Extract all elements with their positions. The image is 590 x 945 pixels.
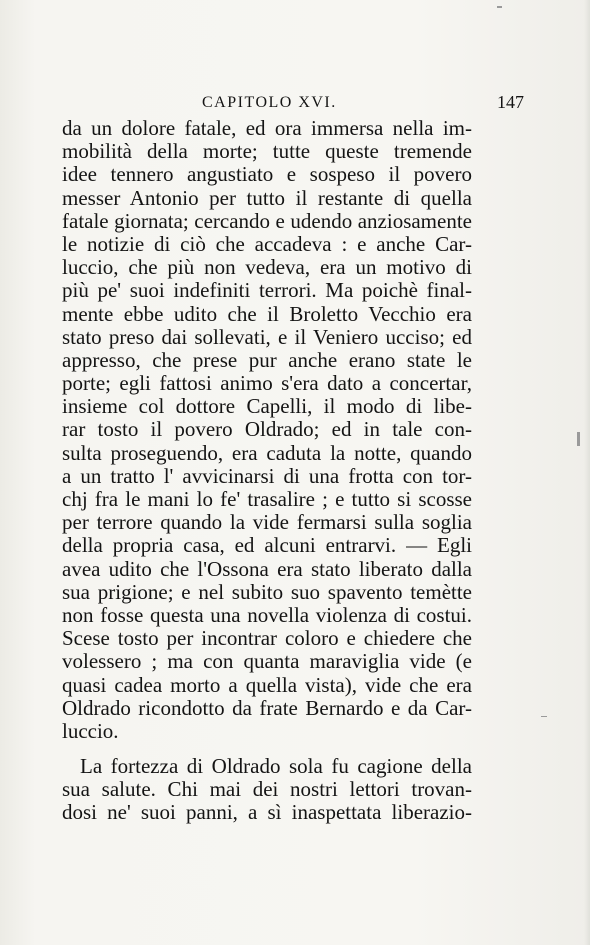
text-line: per terrore quando la vide fermarsi sulla soglia [62,510,472,535]
running-title: CAPITOLO XVI. [202,94,337,111]
page-header [60,92,532,116]
text-line: appresso, che prese pur anche erano state le [62,347,472,372]
text-line: più pe' suoi indefiniti terrori. Ma poichè final- [62,278,472,303]
text-line: le notizie di ciò che accadeva : e anche Car- [62,231,472,256]
text-line: da un dolore fatale, ed ora immersa nella im- [62,116,472,140]
text-line: La fortezza di Oldrado sola fu cagione della [80,754,472,779]
text-line: della propria casa, ed alcuni entrarvi. — Egli [62,533,472,558]
scan-speck [541,716,547,717]
text-line: mente ebbe udito che il Broletto Vecchio era [62,301,472,326]
text-line: mobilità della morte; tutte queste tremende [62,139,472,164]
text-line: sua prigione; e nel subito suo spavento temètte [62,579,472,604]
text-line: avea udito che l'Ossona era stato liberato dalla [62,556,472,581]
text-line: a un tratto l' avvicinarsi di una frotta con tor- [62,463,472,488]
text-line: fatale giornata; cercando e udendo anziosamente [62,208,472,233]
text-line: Scese tosto per incontrar coloro e chiedere che [62,626,472,651]
text-line: insieme col dottore Capelli, il modo di libe- [62,394,472,419]
text-line: idee tennero angustiato e sospeso il povero [62,162,472,187]
text-line: porte; egli fattosi animo s'era dato a concertar, [62,371,472,396]
text-line: quasi cadea morto a quella vista), vide che era [62,672,472,697]
text-line: dosi ne' suoi panni, a sì inaspettata liberazio- [62,800,472,825]
page-number: 147 [497,92,524,112]
text-line: non fosse questa una novella violenza di costui. [62,602,472,627]
text-line: messer Antonio per tutto il restante di quella [62,185,472,210]
text-line: volessero ; ma con quanta maraviglia vide (e [62,649,472,674]
page-edge-shadow [584,0,590,945]
text-line: rar tosto il povero Oldrado; ed in tale con- [62,417,472,442]
text-line: chj fra le mani lo fe' trasalire ; e tutto si scosse [62,487,472,511]
text-line: luccio, che più non vedeva, era un motivo di [62,255,472,280]
text-line: luccio. [62,718,119,743]
text-line: sulta proseguendo, era caduta la notte, quando [62,440,472,465]
text-line: stato preso dai sollevati, e il Veniero ucciso; ed [62,324,472,349]
scan-speck [577,432,580,446]
scan-speck [497,6,502,8]
text-line: sua salute. Chi mai dei nostri lettori trovan- [62,777,472,802]
body-text [62,117,472,825]
text-line: Oldrado ricondotto da frate Bernardo e da Car- [62,695,472,720]
